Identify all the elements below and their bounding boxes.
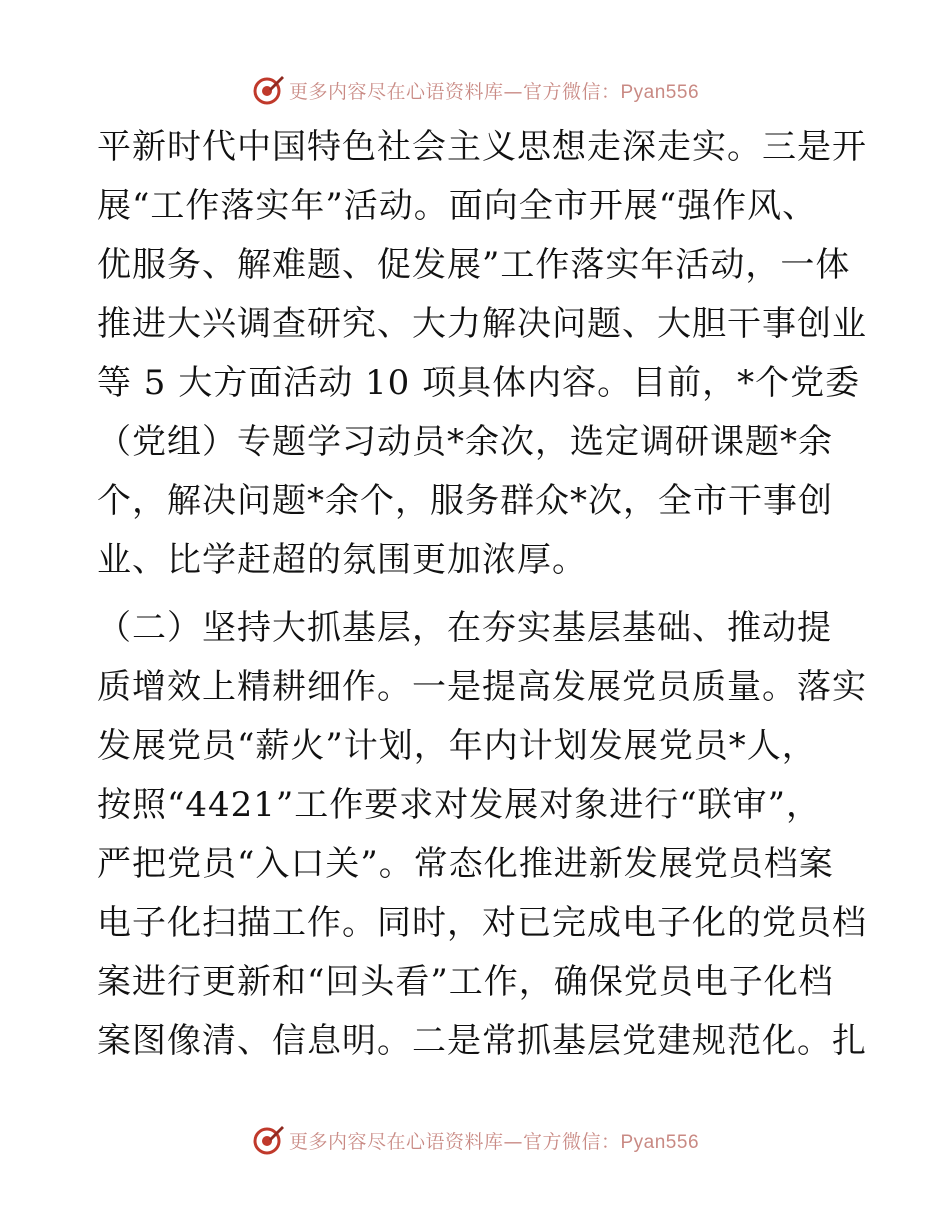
text-line: （党组）专题学习动员*余次，选定调研课题*余: [97, 422, 833, 462]
text-line: 案图像清、信息明。二是常抓基层党建规范化。扎: [97, 1021, 867, 1061]
text-line: 优服务、解难题、促发展”工作落实年活动，一体: [97, 245, 851, 285]
text-line: 业、比学赶超的氛围更加浓厚。: [97, 540, 587, 580]
text-line: 平新时代中国特色社会主义思想走深走实。三是开: [97, 127, 867, 167]
watermark-id: Pyan556: [620, 1131, 700, 1153]
paragraph-gap: [97, 590, 867, 599]
paragraph: [97, 599, 867, 1071]
text-line: 电子化扫描工作。同时，对已完成电子化的党员档: [97, 903, 867, 943]
paragraph: [97, 118, 867, 590]
watermark-logo-icon: [251, 73, 285, 107]
text-line: 按照“4421”工作要求对发展对象进行“联审”，: [97, 785, 822, 825]
text-line: 严把党员“入口关”。常态化推进新发展党员档案: [97, 844, 834, 884]
text-line: 案进行更新和“回头看”工作，确保党员电子化档: [97, 962, 834, 1002]
text-line: 推进大兴调查研究、大力解决问题、大胆干事创业: [97, 304, 867, 344]
text-line: 等 5 大方面活动 10 项具体内容。目前，*个党委: [97, 363, 861, 403]
header-watermark: [0, 72, 950, 108]
text-line: 展“工作落实年”活动。面向全市开展“强作风、: [97, 186, 818, 226]
watermark-id: Pyan556: [620, 81, 700, 103]
text-line: 个，解决问题*余个，服务群众*次，全市干事创: [97, 481, 833, 521]
text-line: 发展党员“薪火”计划，年内计划发展党员*人，: [97, 726, 817, 766]
watermark-logo-icon: [251, 1123, 285, 1157]
watermark-text: 更多内容尽在心语资料库—官方微信：: [288, 1130, 621, 1153]
watermark-text: 更多内容尽在心语资料库—官方微信：: [288, 80, 621, 103]
text-line: （二）坚持大抓基层，在夯实基层基础、推动提: [97, 608, 832, 648]
text-line: 质增效上精耕细作。一是提高发展党员质量。落实: [97, 667, 867, 707]
footer-watermark: [0, 1122, 950, 1158]
document-body: [97, 118, 867, 1071]
